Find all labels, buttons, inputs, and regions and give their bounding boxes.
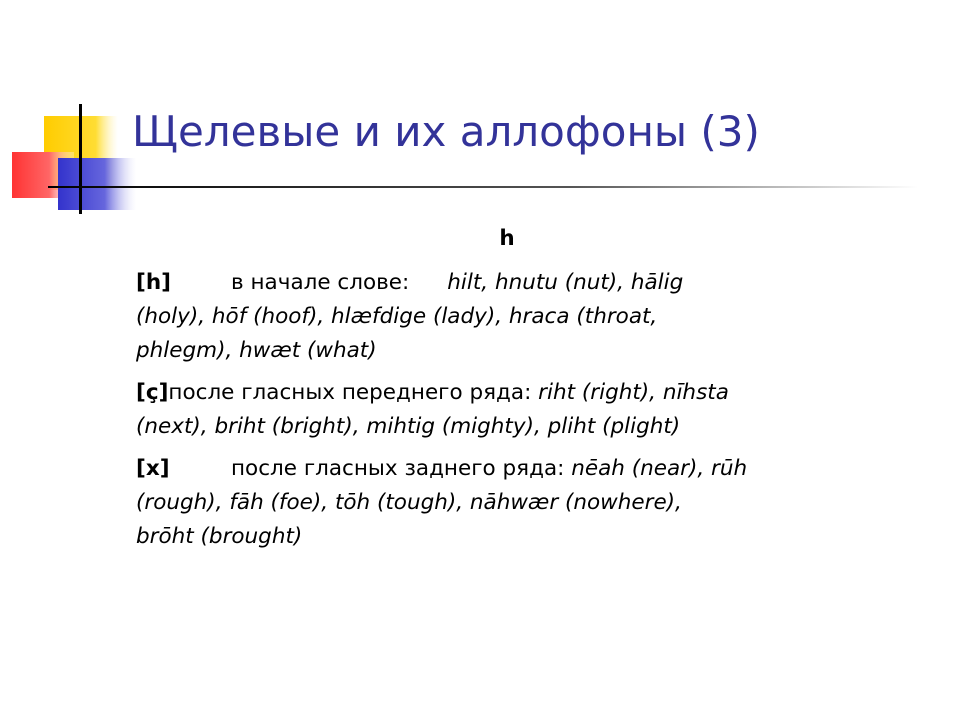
slide-body (136, 222, 878, 562)
deco-blue-square (58, 158, 136, 210)
entry-description: после гласных заднего ряда: (231, 456, 565, 481)
deco-vertical-rule (79, 104, 82, 214)
example-line: (rough), fāh (foe), tōh (tough), nāhwær (nowhere), (136, 490, 682, 515)
example-line: hilt, hnutu (nut), hālig (447, 270, 684, 295)
entry-description: в начале слове: (231, 270, 410, 295)
slide-title: Щелевые и их аллофоны (3) (132, 107, 760, 156)
example-line: (next), briht (bright), mihtig (mighty), pliht (plight) (136, 414, 681, 439)
entry-h (136, 266, 878, 368)
phoneme-symbol: [h] (136, 270, 171, 295)
example-line: riht (right), nīhsta (538, 380, 729, 405)
deco-red-square (12, 152, 74, 198)
deco-yellow-square (44, 116, 118, 190)
section-heading: h (499, 226, 515, 251)
phoneme-symbol: [x] (136, 456, 170, 481)
example-line: brōht (brought) (136, 524, 303, 549)
entry-c-cedilla (136, 376, 878, 444)
title-underline (48, 186, 918, 188)
entry-description: после гласных переднего ряда: (168, 380, 532, 405)
phoneme-symbol: [ç] (136, 380, 169, 405)
example-line: nēah (near), rūh (571, 456, 748, 481)
entry-x (136, 452, 878, 554)
example-line: phlegm), hwæt (what) (136, 338, 377, 363)
example-line: (holy), hōf (hoof), hlæfdige (lady), hraca (throat, (136, 304, 658, 329)
